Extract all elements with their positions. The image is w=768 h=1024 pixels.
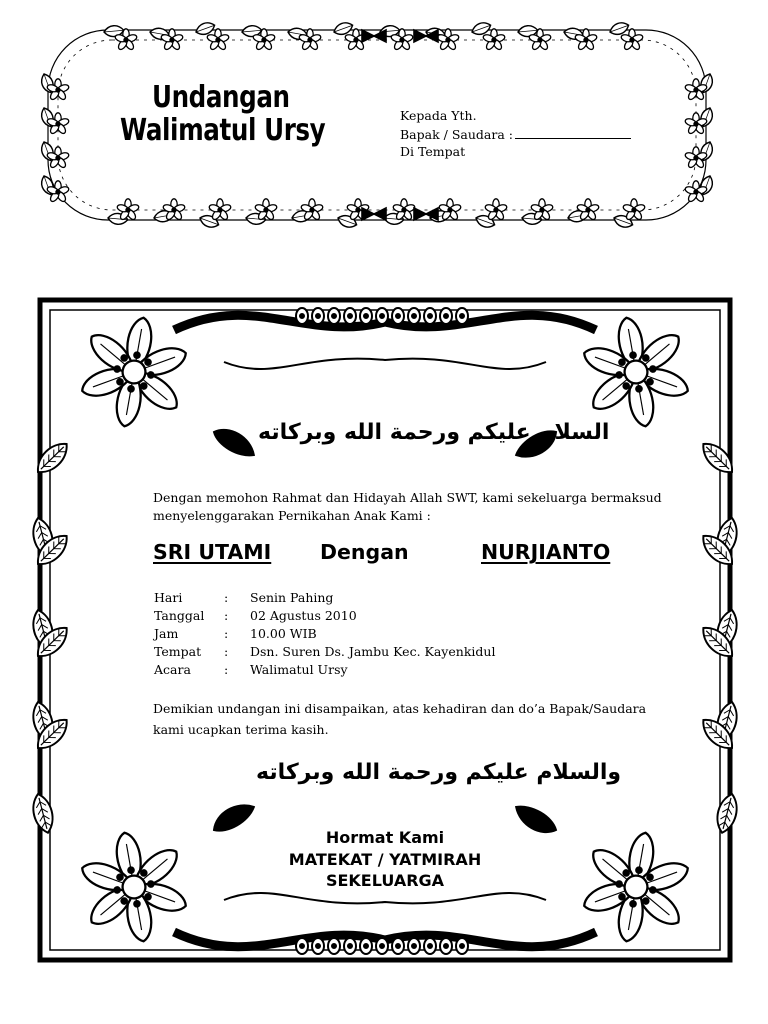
- closing-arabic: والسلام عليكم ورحمة الله وبركاته: [256, 760, 622, 785]
- envelope-title-line1: Undangan: [152, 80, 290, 115]
- detail-label: Acara: [154, 662, 191, 677]
- connector-text: Dengan: [320, 540, 409, 564]
- addressee-line2: Bapak / Saudara :: [400, 127, 513, 142]
- detail-value: Dsn. Suren Ds. Jambu Kec. Kayenkidul: [250, 644, 496, 659]
- detail-colon: :: [224, 644, 229, 659]
- detail-label: Tempat: [154, 644, 202, 659]
- detail-colon: :: [224, 662, 229, 677]
- detail-colon: :: [224, 626, 229, 641]
- envelope-card: [34, 14, 720, 236]
- addressee-line2-wrap: [400, 126, 631, 142]
- addressee-line1: Kepada Yth.: [400, 108, 477, 123]
- signature-line2: MATEKAT / YATMIRAH: [288, 850, 482, 869]
- detail-label: Hari: [154, 590, 183, 605]
- detail-value: Senin Pahing: [250, 590, 334, 605]
- addressee-blank-line: [515, 126, 631, 139]
- detail-value: 10.00 WIB: [250, 626, 317, 641]
- detail-colon: :: [224, 590, 229, 605]
- signature-line3: SEKELUARGA: [325, 871, 445, 890]
- addressee-line3: Di Tempat: [400, 144, 466, 159]
- envelope-title-line2: Walimatul Ursy: [120, 113, 326, 148]
- intro-paragraph: Dengan memohon Rahmat dan Hidayah Allah SWT, kami sekeluarga bermaksud menyelenggarakan Pernikahan Anak Kami :: [153, 490, 662, 523]
- signature-line1: Hormat Kami: [325, 828, 445, 847]
- bride-name: SRI UTAMI: [153, 540, 272, 564]
- closing-paragraph: Demikian undangan ini disampaikan, atas kehadiran dan do’a Bapak/Saudara kami ucapkan terima kasih.: [153, 701, 647, 737]
- detail-value: 02 Agustus 2010: [250, 608, 357, 623]
- greeting-arabic: السلام عليكم ورحمة الله وبركاته: [258, 420, 610, 445]
- detail-label: Tanggal: [154, 608, 205, 623]
- detail-colon: :: [224, 608, 229, 623]
- detail-label: Jam: [154, 626, 179, 641]
- detail-value: Walimatul Ursy: [250, 662, 348, 677]
- groom-name: NURJIANTO: [481, 540, 611, 564]
- invitation-card: [24, 282, 746, 982]
